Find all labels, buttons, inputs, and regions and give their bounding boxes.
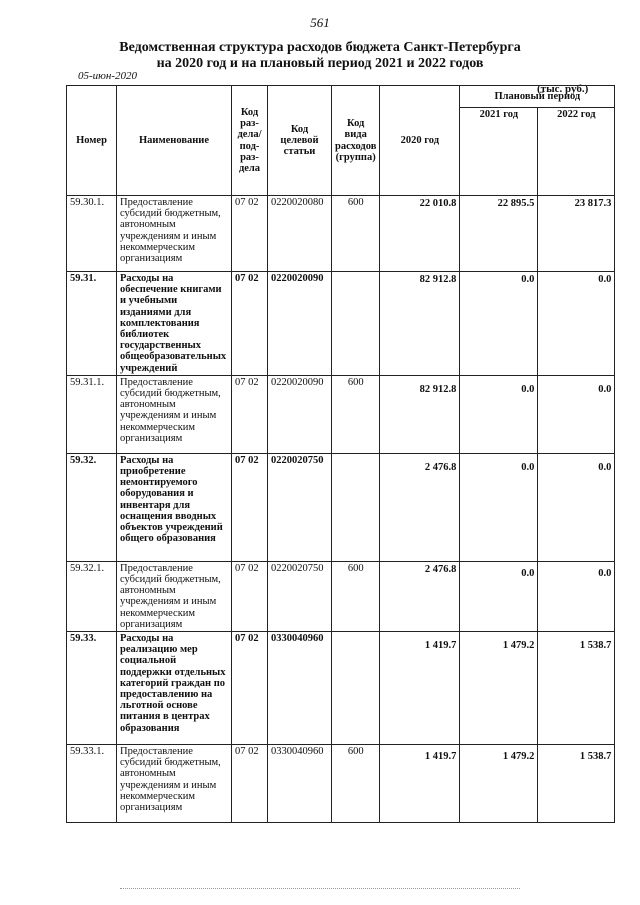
row-section-code: 07 02 — [232, 196, 268, 272]
header-target-code: Код целевой статьи — [268, 86, 332, 196]
row-target-code: 0220020750 — [268, 561, 332, 631]
row-name: Предоставление субсидий бюджетным, автономным учреждениям и иным некоммерческим организациям — [117, 745, 232, 823]
page-number: 561 — [310, 15, 330, 30]
header-expense-type-code: Код вида расходов (группа) — [332, 86, 380, 196]
budget-table — [66, 85, 615, 823]
table-row — [67, 196, 615, 272]
row-number: 59.33.1. — [67, 745, 117, 823]
header-section-code: Код раз- дела/ под- раз- дела — [232, 86, 268, 196]
row-target-code: 0330040960 — [268, 745, 332, 823]
row-amount-2020: 1 419.7 — [380, 632, 460, 745]
row-amount-2022: 1 538.7 — [538, 632, 615, 745]
row-number: 59.33. — [67, 632, 117, 745]
row-name: Предоставление субсидий бюджетным, автономным учреждениям и иным некоммерческим организациям — [117, 196, 232, 272]
row-amount-2022: 1 538.7 — [538, 745, 615, 823]
header-year-2022: 2022 год — [538, 108, 615, 196]
row-section-code: 07 02 — [232, 272, 268, 376]
row-amount-2022: 0.0 — [538, 561, 615, 631]
row-section-code: 07 02 — [232, 632, 268, 745]
document-title — [0, 40, 640, 72]
row-target-code: 0220020090 — [268, 375, 332, 453]
row-expense-type: 600 — [332, 196, 380, 272]
row-amount-2020: 1 419.7 — [380, 745, 460, 823]
row-target-code: 0220020090 — [268, 272, 332, 376]
header-planned-period: Плановый период — [460, 86, 615, 108]
header-year-2021: 2021 год — [460, 108, 538, 196]
row-amount-2021: 0.0 — [460, 375, 538, 453]
table-row — [67, 453, 615, 561]
row-amount-2020: 82 912.8 — [380, 375, 460, 453]
row-amount-2020: 2 476.8 — [380, 453, 460, 561]
row-amount-2022: 0.0 — [538, 272, 615, 376]
row-amount-2021: 0.0 — [460, 272, 538, 376]
row-amount-2022: 23 817.3 — [538, 196, 615, 272]
row-target-code: 0220020080 — [268, 196, 332, 272]
row-name: Расходы на обеспечение книгами и учебными изданиями для комплектования библиотек государственных общеобразовательных учреждений — [117, 272, 232, 376]
row-amount-2021: 22 895.5 — [460, 196, 538, 272]
header-name: Наименование — [117, 86, 232, 196]
row-number: 59.32. — [67, 453, 117, 561]
table-row — [67, 632, 615, 745]
row-expense-type — [332, 272, 380, 376]
row-target-code: 0220020750 — [268, 453, 332, 561]
row-number: 59.31. — [67, 272, 117, 376]
header-year-2020: 2020 год — [380, 86, 460, 196]
row-expense-type: 600 — [332, 561, 380, 631]
document-date: 05-июн-2020 — [78, 70, 138, 82]
header-number: Номер — [67, 86, 117, 196]
table-row — [67, 272, 615, 376]
title-line-2: на 2020 год и на плановый период 2021 и 2022 годов — [156, 56, 484, 71]
row-amount-2021: 0.0 — [460, 561, 538, 631]
row-expense-type — [332, 453, 380, 561]
units-label: (тыс. руб.) — [537, 83, 589, 95]
scan-artifact — [120, 888, 520, 891]
table-row — [67, 561, 615, 631]
row-number: 59.30.1. — [67, 196, 117, 272]
row-expense-type: 600 — [332, 745, 380, 823]
row-number: 59.31.1. — [67, 375, 117, 453]
row-name: Предоставление субсидий бюджетным, автономным учреждениям и иным некоммерческим организациям — [117, 561, 232, 631]
row-expense-type — [332, 632, 380, 745]
row-name: Расходы на реализацию мер социальной поддержки отдельных категорий граждан по предоставлению на льготной основе питания в центрах образования — [117, 632, 232, 745]
row-expense-type: 600 — [332, 375, 380, 453]
row-name: Предоставление субсидий бюджетным, автономным учреждениям и иным некоммерческим организациям — [117, 375, 232, 453]
row-amount-2021: 1 479.2 — [460, 632, 538, 745]
title-line-1: Ведомственная структура расходов бюджета Санкт-Петербурга — [119, 40, 521, 55]
row-amount-2022: 0.0 — [538, 375, 615, 453]
table-row — [67, 375, 615, 453]
row-name: Расходы на приобретение немонтируемого оборудования и инвентаря для оснащения вводных объектов учреждений общего образования — [117, 453, 232, 561]
row-section-code: 07 02 — [232, 745, 268, 823]
row-amount-2021: 0.0 — [460, 453, 538, 561]
row-amount-2022: 0.0 — [538, 453, 615, 561]
row-section-code: 07 02 — [232, 375, 268, 453]
row-amount-2020: 22 010.8 — [380, 196, 460, 272]
row-target-code: 0330040960 — [268, 632, 332, 745]
table-row — [67, 745, 615, 823]
row-amount-2020: 2 476.8 — [380, 561, 460, 631]
row-number: 59.32.1. — [67, 561, 117, 631]
row-section-code: 07 02 — [232, 561, 268, 631]
row-amount-2021: 1 479.2 — [460, 745, 538, 823]
row-amount-2020: 82 912.8 — [380, 272, 460, 376]
row-section-code: 07 02 — [232, 453, 268, 561]
